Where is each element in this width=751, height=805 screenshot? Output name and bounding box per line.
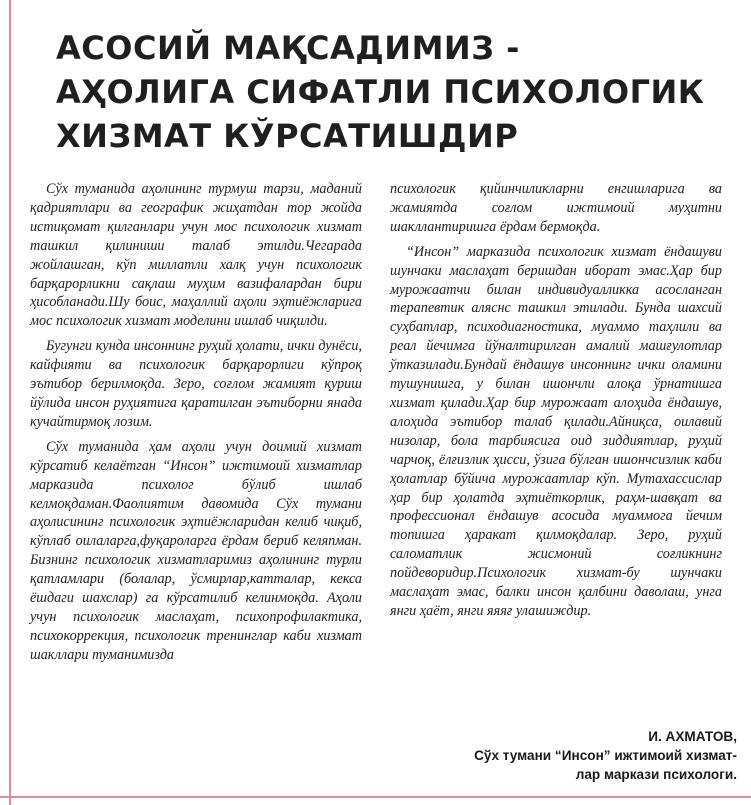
article-headline: [56, 26, 736, 158]
author-position-line-2: лар маркази психологи.: [575, 767, 737, 782]
paragraph-2: Бугунги кунда инсоннинг руҳий ҳолати, ички дунёси, кайфияти ва психологик барқарорлиги кўпроқ эътибор берилмоқда. Зеро, соғлом жамият қуриш йўлида инсон руҳиятига қаратилган эътиборни янада кучайтирмоқ лозим.: [30, 338, 362, 430]
paragraph-4: “Инсон” марказида психологик хизмат ёндашуви шунчаки маслаҳат беришдан иборат эмас.Ҳар бир мурожаатчи билан индивидуалликка асосланган терапевтик аляснс ташкил этилади. Бунда шахсий суҳбатлар, психодиагностика, муаммо таҳлили ва реал йечимга йўналтирилган амалий машғулотлар ўтказилади.Бундай ёндашув инсоннинг ички оламини тушунишга, у билан ишончли алоқа ўрнатишга хизмат қилади.Ҳар бир мурожаат алоҳида ёндашув, алоҳида эътибор талаб қилади.Айниқса, оилавий низолар, бола тарбиясига оид зиддиятлар, руҳий чарчоқ, ёлғизлик ҳисси, ўзига бўлган ишончсизлик каби ҳолатлар бўйича мурожаатлар кўп. Мутахассислар ҳар бир ҳолатда эҳтиёткорлик, раҳм-шавқат ва профессионал ёндашув асосида муаммога йечим топишга ҳаракат қилмоқдалар. Зеро, руҳий саломатлик жисмоний соғликнинг пойдеворидир.Психологик хизмат-бу шунчаки маслаҳат эмас, балки инсон қалбини даволаш, унга янги ҳаёт, янги яяяғ улашиждир.: [390, 243, 722, 619]
article-column-left: [30, 180, 362, 665]
paragraph-1: Сўх туманида аҳолининг турмуш тарзи, маданий қадриятлари ва географик жиҳатдан тор жойда истиқомат қилганлари учун мос психологик хизмат ташкил қилиниши талаб этилди.Чегарада жойлашган, кўп миллатли халқ учун психологик барқарорликни сақлаш муҳим вазифалардан бири ҳисобланади.Шу боис, маҳаллий аҳоли эҳтиёжларига мос психологик хизмат моделини ишлаб чиқилди.: [30, 181, 362, 330]
paragraph-3-continuation: психологик қийинчиликларни енгишларига ва жамиятда соғлом ижтимоий муҳитни шакллантиришга ёрдам бермоқда.: [390, 181, 722, 235]
article-column-right: [390, 180, 722, 621]
headline-line-2: АҲОЛИГА СИФАТЛИ ПСИХОЛОГИК: [56, 73, 705, 111]
headline-line-3: ХИЗМАТ КЎРСАТИШДИР: [56, 117, 519, 155]
left-border-rule: [9, 0, 11, 805]
author-signature: [357, 727, 737, 784]
headline-line-1: АСОСИЙ МАҚСАДИМИЗ -: [56, 29, 520, 67]
author-name: И. АХМАТОВ,: [648, 729, 737, 744]
bottom-border-rule: [0, 796, 751, 798]
paragraph-3: Сўх туманида ҳам аҳоли учун доимий хизмат кўрсатиб келаётган “Инсон” ижтимоий хизматлар марказида психолог бўлиб ишлаб келмоқдаман.Фаолиятим давомида Сўх тумани аҳолисининг психологик эҳтиёжларидан келиб чиқиб, кўплаб оилаларга,фуқароларга ёрдам бериб келяпман. Бизнинг психологик хизматларимиз аҳолининг турли қатламлари (болалар, ўсмирлар,катталар, кекса ёшдаги шахслар) га кўрсатилиб келинмоқда. Аҳоли учун психологик маслаҳат, психопрофилактика, психокоррекция, психологик тренинглар каби хизмат шакллари туманимизда: [30, 438, 362, 663]
author-position-line-1: Сўх тумани “Инсон” ижтимоий хизмат-: [474, 748, 737, 763]
